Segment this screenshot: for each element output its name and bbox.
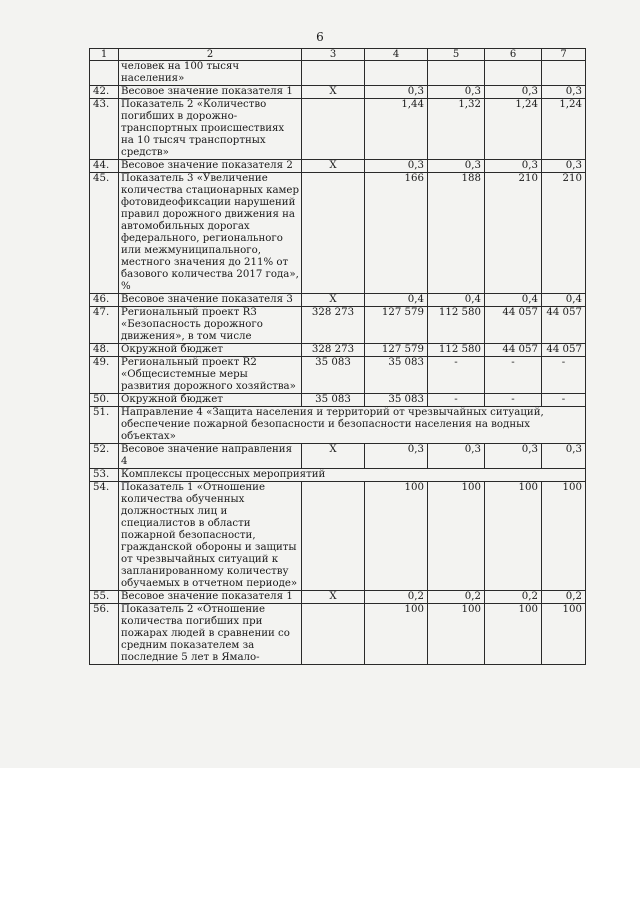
row-description: Весовое значение показателя 1: [119, 591, 302, 604]
value-cell: 100: [485, 604, 542, 665]
value-cell: 100: [365, 604, 428, 665]
row-number: [90, 61, 119, 86]
row-number: 50.: [90, 394, 119, 407]
value-cell: 328 273: [302, 307, 365, 344]
value-cell: 35 083: [302, 394, 365, 407]
value-cell: 0,2: [428, 591, 485, 604]
value-cell: 0,3: [428, 86, 485, 99]
value-cell: 0,4: [365, 294, 428, 307]
row-number: 53.: [90, 469, 119, 482]
value-cell: 166: [365, 173, 428, 294]
value-cell: 0,2: [365, 591, 428, 604]
row-number: 56.: [90, 604, 119, 665]
value-cell: 210: [542, 173, 586, 294]
row-number: 46.: [90, 294, 119, 307]
table-row: [90, 344, 586, 357]
row-description: Окружной бюджет: [119, 394, 302, 407]
value-cell: 0,3: [542, 86, 586, 99]
row-number: 43.: [90, 99, 119, 160]
value-cell: 328 273: [302, 344, 365, 357]
row-description: Показатель 1 «Отношение количества обученных должностных лиц и специалистов в области пожарной безопасности, гражданской обороны и защиты от чрезвычайных ситуаций к запланированному количеству обучаемых в отчетном периоде»: [119, 482, 302, 591]
value-cell: 100: [428, 482, 485, 591]
value-cell: 0,3: [365, 160, 428, 173]
value-cell: 112 580: [428, 307, 485, 344]
value-cell: 44 057: [485, 307, 542, 344]
value-cell: 35 083: [302, 357, 365, 394]
value-cell: [428, 61, 485, 86]
value-cell: 0,3: [428, 160, 485, 173]
column-header: 5: [428, 49, 485, 61]
value-cell: 0,2: [542, 591, 586, 604]
column-header: 2: [119, 49, 302, 61]
value-cell: 0,3: [485, 86, 542, 99]
value-cell: Х: [302, 294, 365, 307]
value-cell: 35 083: [365, 357, 428, 394]
value-cell: [302, 482, 365, 591]
value-cell: Х: [302, 86, 365, 99]
row-description: Весовое значение показателя 1: [119, 86, 302, 99]
value-cell: 0,3: [428, 444, 485, 469]
table-row: [90, 61, 586, 86]
value-cell: -: [485, 357, 542, 394]
value-cell: 0,4: [428, 294, 485, 307]
row-description: Региональный проект R2 «Общесистемные меры развития дорожного хозяйства»: [119, 357, 302, 394]
row-number: 49.: [90, 357, 119, 394]
row-number: 54.: [90, 482, 119, 591]
value-cell: 0,3: [542, 160, 586, 173]
row-number: 55.: [90, 591, 119, 604]
value-cell: 0,3: [365, 86, 428, 99]
value-cell: 100: [485, 482, 542, 591]
row-number: 42.: [90, 86, 119, 99]
value-cell: [542, 61, 586, 86]
table-row: [90, 160, 586, 173]
row-description: Весовое значение показателя 2: [119, 160, 302, 173]
value-cell: 100: [428, 604, 485, 665]
table-row: [90, 99, 586, 160]
table-row: [90, 294, 586, 307]
row-number: 52.: [90, 444, 119, 469]
value-cell: 44 057: [485, 344, 542, 357]
value-cell: Х: [302, 591, 365, 604]
value-cell: 210: [485, 173, 542, 294]
value-cell: [302, 61, 365, 86]
data-table: [89, 48, 586, 665]
value-cell: 0,2: [485, 591, 542, 604]
table-row: [90, 357, 586, 394]
column-header: 4: [365, 49, 428, 61]
value-cell: 1,44: [365, 99, 428, 160]
table-row: [90, 604, 586, 665]
row-description: человек на 100 тысяч населения»: [119, 61, 302, 86]
table-header-row: [90, 49, 586, 61]
row-number: 47.: [90, 307, 119, 344]
value-cell: 0,4: [485, 294, 542, 307]
value-cell: [302, 99, 365, 160]
value-cell: 100: [365, 482, 428, 591]
value-cell: Х: [302, 444, 365, 469]
value-cell: 35 083: [365, 394, 428, 407]
value-cell: 44 057: [542, 344, 586, 357]
value-cell: [302, 173, 365, 294]
row-description: Окружной бюджет: [119, 344, 302, 357]
row-description: Весовое значение показателя 3: [119, 294, 302, 307]
value-cell: Х: [302, 160, 365, 173]
value-cell: 188: [428, 173, 485, 294]
value-cell: 1,32: [428, 99, 485, 160]
value-cell: 100: [542, 604, 586, 665]
table-row: [90, 86, 586, 99]
value-cell: 1,24: [485, 99, 542, 160]
value-cell: 127 579: [365, 344, 428, 357]
value-cell: [302, 604, 365, 665]
value-cell: 112 580: [428, 344, 485, 357]
value-cell: 127 579: [365, 307, 428, 344]
value-cell: -: [485, 394, 542, 407]
value-cell: 0,3: [542, 444, 586, 469]
value-cell: [365, 61, 428, 86]
row-description: Весовое значение направления 4: [119, 444, 302, 469]
row-number: 51.: [90, 407, 119, 444]
table-row: [90, 469, 586, 482]
column-header: 7: [542, 49, 586, 61]
row-number: 44.: [90, 160, 119, 173]
row-description: Показатель 3 «Увеличение количества стационарных камер фотовидеофиксации нарушений правил дорожного движения на автомобильных дорогах федерального, регионального или межмуниципального, местного значения до 211% от базового количества 2017 года», %: [119, 173, 302, 294]
value-cell: 0,3: [485, 160, 542, 173]
table-row: [90, 307, 586, 344]
page-number: 6: [316, 30, 324, 44]
table-row: [90, 444, 586, 469]
value-cell: -: [428, 394, 485, 407]
value-cell: -: [428, 357, 485, 394]
value-cell: 44 057: [542, 307, 586, 344]
table-row: [90, 407, 586, 444]
row-description: Показатель 2 «Отношение количества погибших при пожарах людей в сравнении со средним показателем за последние 5 лет в Ямало-: [119, 604, 302, 665]
column-header: 1: [90, 49, 119, 61]
value-cell: 0,3: [365, 444, 428, 469]
table-row: [90, 591, 586, 604]
row-description: Показатель 2 «Количество погибших в дорожно-транспортных происшествиях на 10 тысяч транспортных средств»: [119, 99, 302, 160]
row-number: 48.: [90, 344, 119, 357]
value-cell: 1,24: [542, 99, 586, 160]
table-row: [90, 173, 586, 294]
row-number: 45.: [90, 173, 119, 294]
row-description: Направление 4 «Защита населения и территорий от чрезвычайных ситуаций, обеспечение пожарной безопасности и безопасности населения на водных объектах»: [119, 407, 586, 444]
column-header: 3: [302, 49, 365, 61]
value-cell: -: [542, 357, 586, 394]
value-cell: 0,3: [485, 444, 542, 469]
row-description: Региональный проект R3 «Безопасность дорожного движения», в том числе: [119, 307, 302, 344]
value-cell: 100: [542, 482, 586, 591]
row-description: Комплексы процессных мероприятий: [119, 469, 586, 482]
table-row: [90, 394, 586, 407]
table-row: [90, 482, 586, 591]
column-header: 6: [485, 49, 542, 61]
value-cell: -: [542, 394, 586, 407]
value-cell: 0,4: [542, 294, 586, 307]
value-cell: [485, 61, 542, 86]
